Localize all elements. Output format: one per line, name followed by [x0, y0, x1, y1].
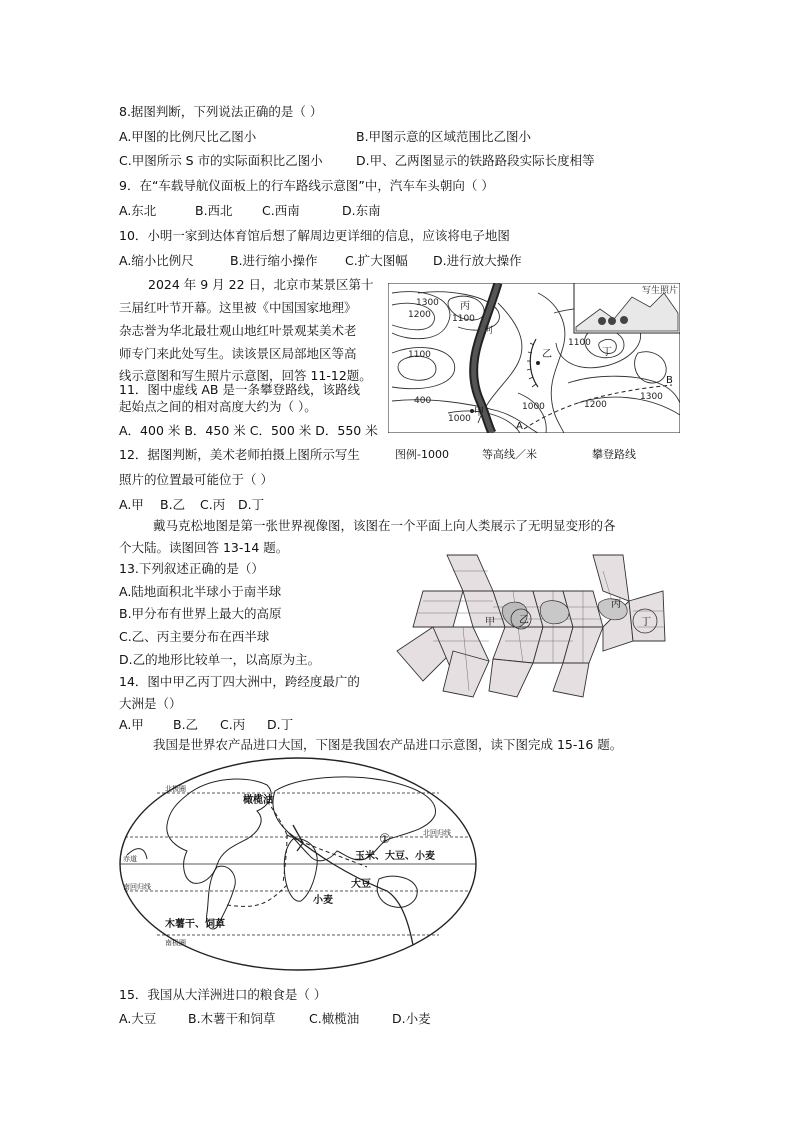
point-b: B — [666, 375, 673, 386]
place-jia: 甲 — [474, 407, 484, 418]
contour-label-5: 1100 — [568, 338, 591, 348]
dymaxion-label-yi: 乙 — [519, 615, 529, 626]
q15-option-a: A.大豆 — [119, 1011, 157, 1026]
label-olive: 橄榄油 — [243, 795, 273, 806]
world-import-map — [117, 755, 479, 973]
q15-option-c: C.橄榄油 — [309, 1011, 360, 1026]
label-corn: 玉米、大豆、小麦 — [355, 851, 435, 862]
q12-stem-1: 12．据图判断，美术老师拍摄上图所示写生 — [119, 447, 360, 462]
contour-label-10: 400 — [414, 396, 432, 406]
contour-label-9: 1300 — [640, 392, 663, 402]
contour-label-7: 1000 — [522, 402, 545, 412]
q14-option-d: D.丁 — [267, 717, 294, 732]
q9-option-d: D.东南 — [342, 203, 381, 218]
contour-label-4: 1100 — [408, 350, 431, 360]
q11-stem-2: 起始点之间的相对高度大约为（ ）。 — [119, 399, 317, 414]
q13-option-c: C.乙、丙主要分布在西半球 — [119, 629, 270, 644]
label-wheat: 小麦 — [313, 895, 333, 906]
q8-option-b: B.甲图示意的区域范围比乙图小 — [356, 129, 532, 144]
q10-option-b: B.进行缩小操作 — [230, 253, 318, 268]
q14-stem-1: 14．图中甲乙丙丁四大洲中，跨经度最广的 — [119, 674, 360, 689]
legend-1000: 图例-1000 — [395, 448, 449, 461]
contour-label-1: 1300 — [416, 298, 439, 308]
q10-option-c: C.扩大图幅 — [345, 253, 408, 268]
intro11-line1: 2024 年 9 月 22 日，北京市某景区第十 — [148, 277, 374, 292]
label-south-tropic: 南回归线 — [123, 883, 151, 891]
label-north-tropic: 北回归线 — [423, 829, 451, 837]
intro15: 我国是世界农产品进口大国，下图是我国农产品进口示意图，读下图完成 15-16 题。 — [153, 737, 623, 752]
label-south-polar: 南极圈 — [165, 939, 186, 947]
contour-label-2: 1200 — [408, 310, 431, 320]
place-ding: 丁 — [602, 347, 612, 358]
q8-option-a: A.甲图的比例尺比乙图小 — [119, 129, 257, 144]
q8-stem: 8.据图判断，下列说法正确的是（ ） — [119, 104, 323, 119]
q12-option-d: D.丁 — [238, 497, 265, 512]
q12-option-b: B.乙 — [160, 497, 186, 512]
q9-option-c: C.西南 — [262, 203, 300, 218]
q9-option-b: B.西北 — [195, 203, 233, 218]
legend-contour: 等高线／米 — [482, 448, 537, 461]
photo-label: 写生照片 — [642, 286, 679, 296]
q14-option-c: C.丙 — [220, 717, 246, 732]
label-soy: 大豆 — [351, 879, 371, 890]
point-a: A — [516, 421, 523, 432]
q9-option-a: A.东北 — [119, 203, 157, 218]
q15-stem: 15．我国从大洋洲进口的粮食是（ ） — [119, 987, 327, 1002]
q14-option-b: B.乙 — [173, 717, 199, 732]
intro13-line2: 个大陆。读图回答 13-14 题。 — [119, 540, 289, 555]
dymaxion-label-bing: 丙 — [611, 599, 621, 610]
q12-option-c: C.丙 — [200, 497, 226, 512]
q13-option-b: B.甲分布有世界上最大的高原 — [119, 606, 282, 621]
q10-stem: 10．小明一家到达体育馆后想了解周边更详细的信息，应该将电子地图 — [119, 228, 510, 243]
q13-stem: 13.下列叙述正确的是（） — [119, 561, 264, 576]
q15-option-d: D.小麦 — [392, 1011, 431, 1026]
river-label: 河 — [484, 326, 494, 336]
place-yi: 乙 — [542, 349, 552, 360]
q8-option-d: D.甲、乙两图显示的铁路路段实际长度相等 — [356, 153, 595, 168]
label-circle1: ① — [379, 832, 391, 847]
q11-options: A．400 米 B．450 米 C．500 米 D．550 米 — [119, 423, 378, 438]
label-north-polar: 北极圈 — [165, 785, 186, 793]
q12-option-a: A.甲 — [119, 497, 144, 512]
label-cassava: 木薯干、饲草 — [165, 919, 225, 930]
contour-label-6: 1000 — [448, 414, 471, 424]
contour-map — [388, 283, 680, 433]
q10-option-a: A.缩小比例尺 — [119, 253, 194, 268]
place-bing: 丙 — [460, 301, 470, 312]
q9-stem: 9．在“车载导航仪面板上的行车路线示意图”中，汽车车头朝向（ ） — [119, 178, 494, 193]
q13-option-a: A.陆地面积北半球小于南半球 — [119, 584, 282, 599]
legend-route: 攀登路线 — [592, 448, 636, 461]
q13-option-d: D.乙的地形比较单一，以高原为主。 — [119, 652, 321, 667]
intro11-line4: 师专门来此处写生。读该景区局部地区等高 — [119, 346, 357, 361]
q12-stem-2: 照片的位置最可能位于（ ） — [119, 472, 273, 487]
q14-option-a: A.甲 — [119, 717, 144, 732]
dymaxion-label-jia: 甲 — [485, 617, 495, 628]
q10-option-d: D.进行放大操作 — [433, 253, 522, 268]
dymaxion-map — [393, 551, 669, 699]
q11-stem-1: 11．图中虚线 AB 是一条攀登路线，该路线 — [119, 382, 360, 397]
q15-option-b: B.木薯干和饲草 — [188, 1011, 276, 1026]
dymaxion-label-ding: 丁 — [641, 617, 651, 628]
intro11-line3: 杂志誉为华北最壮观山地红叶景观某美术老 — [119, 323, 357, 338]
contour-label-3: 1100 — [452, 314, 475, 324]
intro13-line1: 戴马克松地图是第一张世界视像图，该图在一个平面上向人类展示了无明显变形的各 — [153, 518, 616, 533]
q8-option-c: C.甲图所示 S 市的实际面积比乙图小 — [119, 153, 323, 168]
q14-stem-2: 大洲是（） — [119, 696, 182, 711]
intro11-line2: 三届红叶节开幕。这里被《中国国家地理》 — [119, 300, 357, 315]
label-equator: 赤道 — [123, 855, 137, 863]
contour-label-8: 1200 — [584, 400, 607, 410]
intro11-line5: 线示意图和写生照片示意图，回答 11-12题。 — [119, 368, 372, 383]
